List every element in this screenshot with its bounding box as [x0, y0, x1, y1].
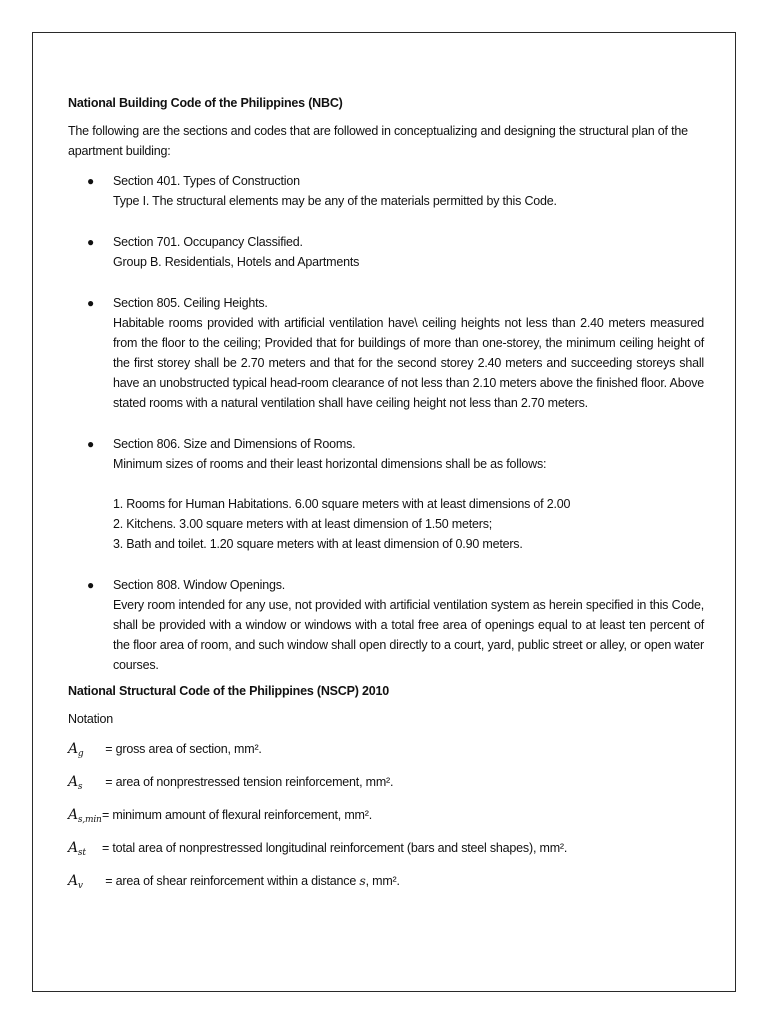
notation-label: Notation — [68, 712, 113, 726]
notation-tail: , mm². — [365, 874, 400, 888]
section-title: Section 806. Size and Dimensions of Rooms. — [113, 437, 356, 451]
section-body: Minimum sizes of rooms and their least horizontal dimensions shall be as follows: — [113, 457, 547, 471]
notation-symbol: $A_s$ — [68, 774, 83, 792]
bullet-icon: ● — [87, 296, 95, 310]
nbc-section-list — [68, 171, 704, 675]
room-size-item: 3. Bath and toilet. 1.20 square meters with at least dimension of 0.90 meters. — [113, 537, 523, 551]
document-content — [68, 93, 704, 904]
bullet-icon: ● — [87, 174, 95, 188]
notation-ast — [68, 838, 704, 863]
nscp-heading: National Structural Code of the Philippines (NSCP) 2010 — [68, 684, 389, 698]
notation-definition: = total area of nonprestressed longitudinal reinforcement (bars and steel shapes), mm². — [102, 841, 568, 855]
section-title: Section 808. Window Openings. — [113, 578, 286, 592]
notation-definition: = gross area of section, mm². — [102, 742, 262, 756]
notation-asmin — [68, 805, 704, 830]
section-body: Type I. The structural elements may be any of the materials permitted by this Code. — [113, 194, 557, 208]
section-805 — [68, 293, 704, 413]
notation-as — [68, 772, 704, 797]
nbc-intro: The following are the sections and codes that are followed in conceptualizing and designing the structural plan of the apartment building: — [68, 124, 688, 158]
notation-symbol: $A_v$ — [68, 873, 83, 891]
notation-symbol: $A_{st}$ — [68, 840, 86, 858]
section-body: Every room intended for any use, not provided with artificial ventilation system as herein specified in this Code, shall be provided with a window or windows with a total free area of openings equal to at least ten percent of the floor area of room, and such window shall open directly to a court, yard, public street or alley, or open water courses. — [113, 598, 704, 672]
document-page — [32, 32, 736, 992]
notation-symbol: $A_g$ — [68, 741, 84, 759]
room-size-item: 1. Rooms for Human Habitations. 6.00 square meters with at least dimensions of 2.00 — [113, 497, 571, 511]
notation-definition: = area of shear reinforcement within a distance — [102, 874, 360, 888]
notation-av — [68, 871, 704, 896]
bullet-icon: ● — [87, 437, 95, 451]
notation-variable: s — [359, 873, 366, 888]
notation-definition: = minimum amount of flexural reinforcement, mm². — [102, 808, 373, 822]
bullet-icon: ● — [87, 235, 95, 249]
section-808 — [68, 575, 704, 675]
section-701 — [68, 232, 704, 272]
section-title: Section 701. Occupancy Classified. — [113, 235, 303, 249]
section-body: Group B. Residentials, Hotels and Apartments — [113, 255, 360, 269]
nbc-heading: National Building Code of the Philippines (NBC) — [68, 96, 343, 110]
notation-symbol: $A_{s,min}$ — [68, 807, 102, 825]
room-size-item: 2. Kitchens. 3.00 square meters with at least dimension of 1.50 meters; — [113, 517, 493, 531]
section-806 — [68, 434, 704, 554]
notation-definition: = area of nonprestressed tension reinforcement, mm². — [102, 775, 394, 789]
section-body: Habitable rooms provided with artificial ventilation have\ ceiling heights not less than 2.40 meters measured from the floor to the ceiling; Provided that for buildings of more than one-storey, the minimum ceiling height of the first storey shall be 2.70 meters and that for the second storey 2.40 meters and succeeding storeys shall have an unobstructed typical head-room clearance of not less than 2.10 meters above the finished floor. Above stated rooms with a natural ventilation shall have ceiling height not less than 2.70 meters. — [113, 316, 704, 410]
bullet-icon: ● — [87, 578, 95, 592]
section-title: Section 805. Ceiling Heights. — [113, 296, 268, 310]
section-title: Section 401. Types of Construction — [113, 174, 300, 188]
notation-ag — [68, 739, 704, 764]
section-401 — [68, 171, 704, 211]
